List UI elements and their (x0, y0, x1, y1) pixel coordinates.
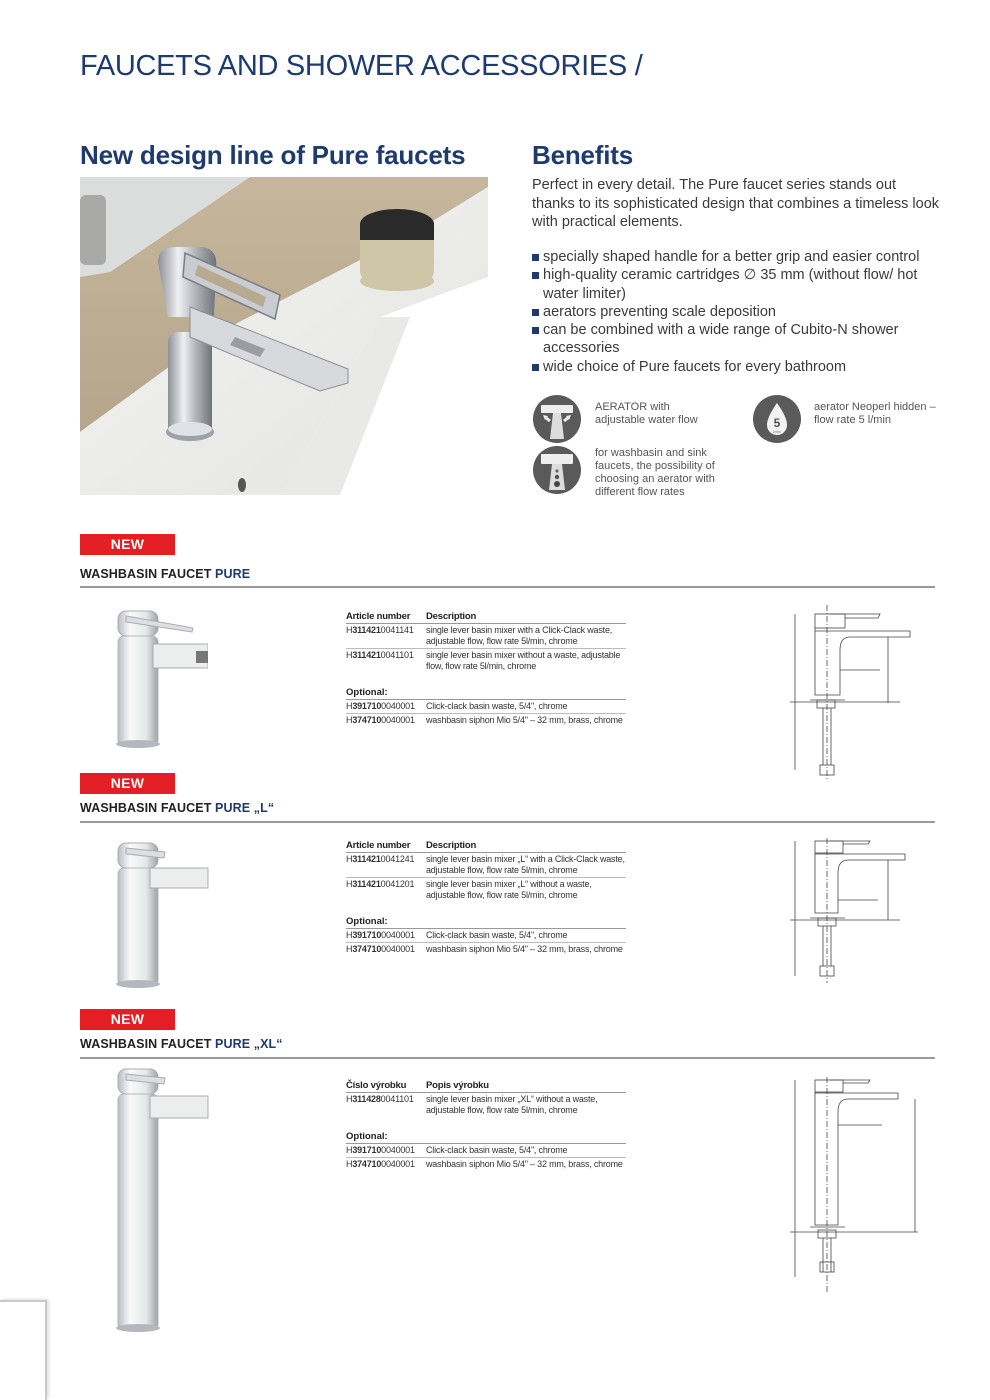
square-bullet-icon (532, 254, 539, 261)
article-description: single lever basin mixer „L“ with a Click-Clack waste, adjustable flow, flow rate 5l/min, chrome (426, 854, 625, 875)
product-title: WASHBASIN FAUCET PURE (80, 567, 251, 581)
article-description: washbasin siphon Mio 5/4" – 32 mm, brass, chrome (426, 1159, 623, 1169)
page-title: FAUCETS AND SHOWER ACCESSORIES / (80, 50, 643, 82)
spec-table-pure-xl (346, 1080, 626, 1171)
product-title: WASHBASIN FAUCET PURE „XL“ (80, 1037, 283, 1051)
feature-text: aerator Neoperl hidden – flow rate 5 l/min (814, 401, 936, 426)
hero-faucet-illustration (80, 177, 488, 495)
benefit-item: can be combined with a wide range of Cubito-N shower accessories (532, 321, 942, 358)
section-divider (80, 821, 935, 823)
product-title: WASHBASIN FAUCET PURE „L“ (80, 801, 275, 815)
aerator-choice-icon (533, 446, 581, 494)
square-bullet-icon (532, 364, 539, 371)
technical-drawing-pure-xl (790, 1077, 920, 1292)
technical-drawing-pure (790, 605, 920, 780)
benefit-item: specially shaped handle for a better grip and easier control (532, 248, 942, 266)
article-description: single lever basin mixer without a waste, adjustable flow, flow rate 5l/min, chrome (426, 650, 621, 671)
article-number: H3114210041101 (346, 650, 414, 660)
faucet-photo-pure (108, 606, 208, 751)
spec-row (346, 649, 626, 673)
feature-flow-rate (753, 395, 943, 443)
benefit-list (532, 248, 942, 376)
article-description: Click-clack basin waste, 5/4", chrome (426, 701, 568, 711)
article-description: Click-clack basin waste, 5/4", chrome (426, 1145, 568, 1155)
spec-header: Číslo výrobku Popis výrobku (346, 1080, 626, 1093)
new-badge: NEW (80, 534, 175, 555)
benefit-item: high-quality ceramic cartridges ∅ 35 mm (without flow/ hot water limiter) (532, 266, 942, 303)
optional-row (346, 943, 626, 956)
feature-aerator-adjustable (533, 395, 743, 443)
article-number: H3747100040001 (346, 944, 415, 954)
article-description: single lever basin mixer „XL“ without a waste, adjustable flow, flow rate 5l/min, chrome (426, 1094, 598, 1115)
svg-text:l/min: l/min (772, 429, 782, 434)
faucet-photo-pure-l (110, 840, 210, 990)
new-badge: NEW (80, 773, 175, 794)
feature-aerator-choice (533, 446, 743, 499)
square-bullet-icon (532, 272, 539, 279)
square-bullet-icon (532, 309, 539, 316)
article-description: washbasin siphon Mio 5/4" – 32 mm, brass, chrome (426, 944, 623, 954)
benefit-item: wide choice of Pure faucets for every bathroom (532, 358, 942, 376)
flow-rate-5-icon (753, 395, 801, 443)
hero-image (80, 177, 488, 495)
article-number: H3114210041201 (346, 879, 415, 889)
spec-header: Article number Description (346, 611, 626, 624)
optional-row (346, 1144, 626, 1158)
article-number: H3114210041241 (346, 854, 415, 864)
new-badge: NEW (80, 1009, 175, 1030)
article-number: H3747100040001 (346, 715, 415, 725)
article-number: H3114210041141 (346, 625, 414, 635)
aerator-adjustable-icon (533, 395, 581, 443)
section-divider (80, 586, 935, 588)
article-number: H3747100040001 (346, 1159, 415, 1169)
optional-row (346, 1158, 626, 1171)
benefits-heading: Benefits (532, 140, 633, 170)
feature-text: AERATOR with adjustable water flow (595, 401, 698, 426)
section-divider (80, 1057, 935, 1059)
svg-text:5: 5 (773, 416, 781, 430)
spec-row (346, 1093, 626, 1117)
optional-label: Optional: (346, 916, 626, 929)
article-number: H3114280041101 (346, 1094, 414, 1104)
article-description: washbasin siphon Mio 5/4" – 32 mm, brass, chrome (426, 715, 623, 725)
benefits-intro-text: Perfect in every detail. The Pure faucet series stands out thanks to its sophisticated design that combines a timeless look with practical elements. (532, 177, 940, 230)
optional-label: Optional: (346, 1131, 626, 1144)
benefit-item: aerators preventing scale deposition (532, 303, 942, 321)
spec-row (346, 624, 626, 649)
square-bullet-icon (532, 327, 539, 334)
article-description: Click-clack basin waste, 5/4", chrome (426, 930, 568, 940)
article-number: H3917100040001 (346, 930, 415, 940)
article-number: H3917100040001 (346, 1145, 415, 1155)
optional-row (346, 714, 626, 727)
page-corner-tab (0, 1300, 47, 1400)
spec-header: Article number Description (346, 840, 626, 853)
spec-row (346, 878, 626, 902)
spec-table-pure (346, 611, 626, 727)
article-number: H3917100040001 (346, 701, 415, 711)
optional-label: Optional: (346, 687, 626, 700)
article-description: single lever basin mixer „L“ without a waste, adjustable flow, flow rate 5l/min, chrome (426, 879, 592, 900)
optional-row (346, 929, 626, 943)
optional-row (346, 700, 626, 714)
spec-row (346, 853, 626, 878)
intro-heading: New design line of Pure faucets (80, 140, 466, 170)
technical-drawing-pure-l (790, 838, 920, 983)
spec-table-pure-l (346, 840, 626, 956)
feature-text: for washbasin and sink faucets, the possibility of choosing an aerator with different flow rates (595, 447, 715, 498)
article-description: single lever basin mixer with a Click-Clack waste, adjustable flow, flow rate 5l/min, chrome (426, 625, 613, 646)
faucet-photo-pure-xl (110, 1066, 210, 1336)
